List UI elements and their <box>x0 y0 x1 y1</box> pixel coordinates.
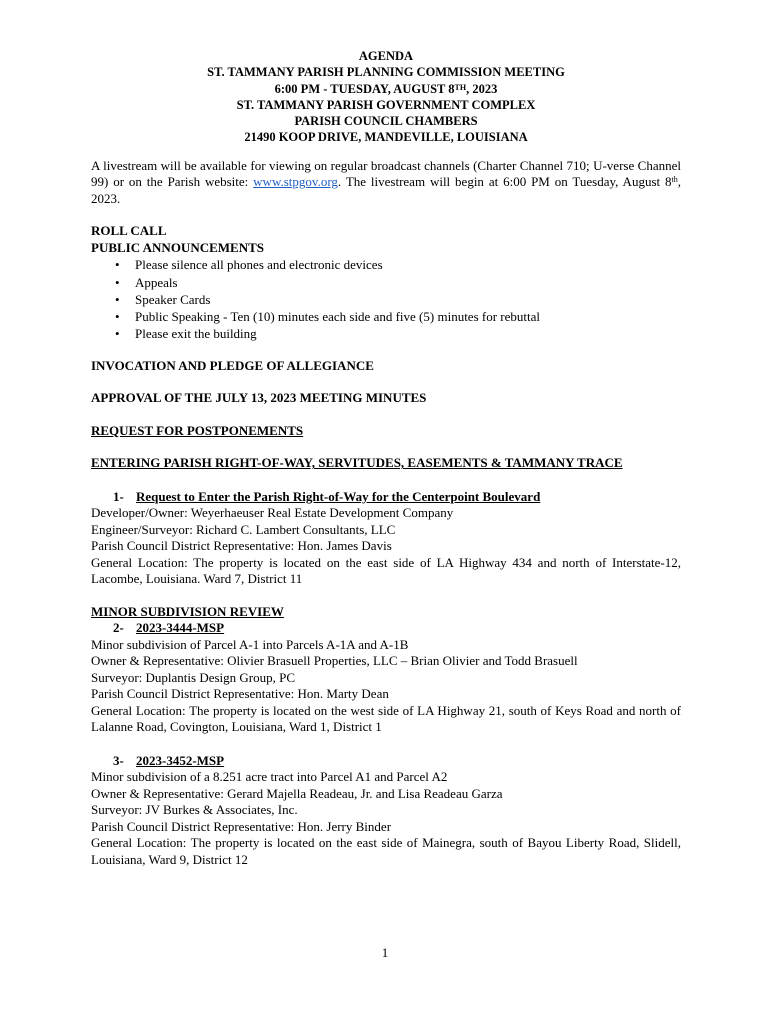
header-address: 21490 KOOP DRIVE, MANDEVILLE, LOUISIANA <box>244 130 528 145</box>
approval-heading: APPROVAL OF THE JULY 13, 2023 MEETING MINUTES <box>91 390 427 406</box>
item-number: 2- <box>113 620 124 636</box>
livestream-sup: th <box>671 175 678 185</box>
livestream-text: A livestream will be available for viewing on regular broadcast channels (Charter Channel 710; U-verse Channel 99) or on the Parish website: <box>91 157 681 190</box>
agenda-page <box>91 48 681 868</box>
header-date-sup: TH <box>454 82 467 92</box>
row-section-heading: ENTERING PARISH RIGHT-OF-WAY, SERVITUDES, EASEMENTS & TAMMANY TRACE <box>91 455 623 471</box>
page-number: 1 <box>381 945 389 960</box>
item-line: Developer/Owner: Weyerhaeuser Real Estate Development Company <box>91 505 454 521</box>
header-date-text: 6:00 PM - TUESDAY, AUGUST 8 <box>274 81 455 96</box>
livestream-paragraph <box>91 158 681 208</box>
header-venue: ST. TAMMANY PARISH GOVERNMENT COMPLEX <box>236 97 536 112</box>
agenda-header <box>91 48 681 146</box>
announcement-text: Public Speaking - Ten (10) minutes each side and five (5) minutes for rebuttal <box>135 309 540 325</box>
announcement-text: Please silence all phones and electronic devices <box>135 257 383 273</box>
bullet-icon: • <box>115 274 120 290</box>
item-line: Surveyor: JV Burkes & Associates, Inc. <box>91 802 298 818</box>
livestream-text-2: . The livestream will begin at 6:00 PM on Tuesday, August 8 <box>337 174 672 190</box>
postponements-heading: REQUEST FOR POSTPONEMENTS <box>91 422 304 438</box>
agenda-item-2 <box>91 620 681 736</box>
item-line: Surveyor: Duplantis Design Group, PC <box>91 669 296 685</box>
item-line: Parish Council District Representative: Hon. Jerry Binder <box>91 818 392 834</box>
list-item <box>111 325 681 342</box>
agenda-item-1 <box>91 489 681 588</box>
item-title: 2023-3452-MSP <box>136 752 225 768</box>
announcements-list <box>91 256 681 342</box>
item-line: Engineer/Surveyor: Richard C. Lambert Consultants, LLC <box>91 521 396 537</box>
list-item <box>111 308 681 325</box>
item-line: Minor subdivision of a 8.251 acre tract into Parcel A1 and Parcel A2 <box>91 769 448 785</box>
announcement-text: Appeals <box>135 274 178 290</box>
bullet-icon: • <box>115 309 120 325</box>
item-heading <box>91 489 681 506</box>
item-location: General Location: The property is located on the east side of LA Highway 434 and north of Interstate-12, Lacombe, Louisiana. Ward 7, District 11 <box>91 554 681 587</box>
header-room: PARISH COUNCIL CHAMBERS <box>294 114 478 129</box>
announcement-text: Speaker Cards <box>135 291 211 307</box>
roll-call-heading: ROLL CALL <box>91 223 167 239</box>
item-location: General Location: The property is located on the east side of Mainegra, south of Bayou Liberty Road, Slidell, Louisiana, Ward 9, District 12 <box>91 835 681 867</box>
item-line: Parish Council District Representative: Hon. Marty Dean <box>91 686 389 702</box>
item-number: 3- <box>113 752 124 768</box>
list-item <box>111 291 681 308</box>
item-title: Request to Enter the Parish Right-of-Way for the Centerpoint Boulevard <box>136 488 541 504</box>
item-line: Parish Council District Representative: Hon. James Davis <box>91 538 392 554</box>
list-item <box>111 274 681 291</box>
bullet-icon: • <box>115 326 120 342</box>
item-line: Owner & Representative: Gerard Majella Readeau, Jr. and Lisa Readeau Garza <box>91 785 503 801</box>
item-line: Minor subdivision of Parcel A-1 into Parcels A-1A and A-1B <box>91 636 409 652</box>
list-item <box>111 256 681 273</box>
header-date-time <box>91 81 681 97</box>
item-line: Owner & Representative: Olivier Brasuell Properties, LLC – Brian Olivier and Todd Brasuell <box>91 653 578 669</box>
bullet-icon: • <box>115 257 120 273</box>
item-location: General Location: The property is located on the west side of LA Highway 21, south of Keys Road and north of Lalanne Road, Covington, Louisiana, Ward 1, District 1 <box>91 702 681 735</box>
announcement-text: Please exit the building <box>135 326 257 342</box>
agenda-item-3 <box>91 753 681 869</box>
item-heading <box>91 753 681 770</box>
invocation-heading: INVOCATION AND PLEDGE OF ALLEGIANCE <box>91 357 374 373</box>
minor-subdivision-heading: MINOR SUBDIVISION REVIEW <box>91 603 284 619</box>
header-date-year: , 2023 <box>466 81 498 96</box>
livestream-text-3: , 2023. <box>91 174 681 206</box>
public-announcements-heading: PUBLIC ANNOUNCEMENTS <box>91 239 264 255</box>
item-heading <box>91 620 681 637</box>
header-meeting-name: ST. TAMMANY PARISH PLANNING COMMISSION MEETING <box>207 65 565 80</box>
item-title: 2023-3444-MSP <box>136 620 225 636</box>
bullet-icon: • <box>115 291 120 307</box>
header-title: AGENDA <box>358 49 414 63</box>
parish-website-link[interactable]: www.stpgov.org <box>253 174 338 190</box>
item-number: 1- <box>113 488 124 504</box>
